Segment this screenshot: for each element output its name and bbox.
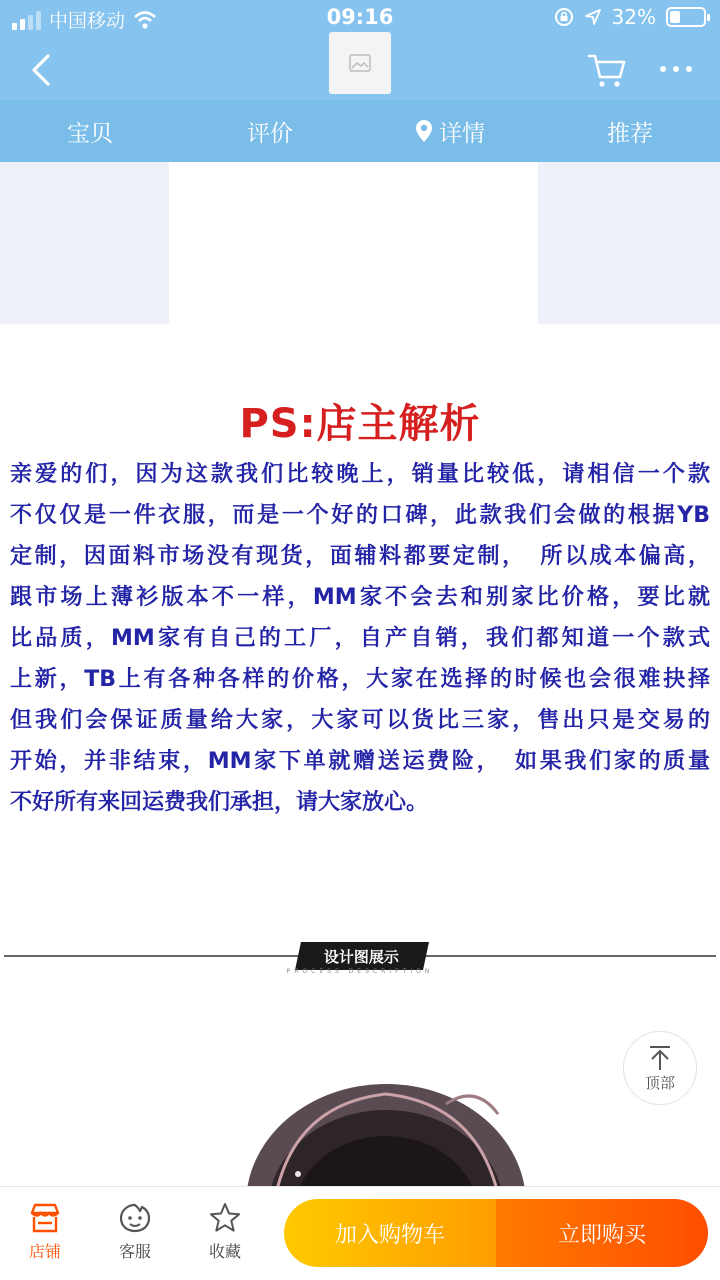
- description-line: 跟市场上薄衫版本不一样，MM家不会去和别家比价格，要比就: [10, 585, 710, 610]
- battery-percent: 32%: [611, 5, 656, 29]
- tab-recommend[interactable]: [540, 100, 720, 162]
- star-icon: [208, 1201, 242, 1235]
- product-thumbnail[interactable]: [329, 32, 391, 94]
- ps-title: PS:店主解析: [239, 401, 481, 447]
- customer-service-button[interactable]: [100, 1201, 170, 1262]
- tab-details[interactable]: [360, 100, 540, 162]
- buy-now-button[interactable]: 立即购买: [496, 1199, 708, 1267]
- shop-owner-description: [10, 454, 710, 823]
- add-to-cart-button[interactable]: 加入购物车: [284, 1199, 496, 1267]
- description-line: 比品质，MM家有自己的工厂，自产自销，我们都知道一个款式: [10, 626, 710, 651]
- carrier-name: 中国移动: [49, 10, 126, 32]
- description-line: 定制，因面料市场没有现货，面辅料都要定制， 所以成本偏高，: [10, 544, 710, 569]
- more-dots-icon[interactable]: [656, 54, 696, 84]
- location-pin-icon: [415, 119, 433, 143]
- status-bar: [0, 0, 720, 36]
- section-label: 设计图展示: [295, 942, 429, 970]
- cart-icon[interactable]: [586, 50, 628, 90]
- location-arrow-icon: [584, 8, 602, 26]
- tab-reviews[interactable]: [180, 100, 360, 162]
- arrow-up-icon: [646, 1044, 674, 1072]
- description-line: 但我们会保证质量给大家，大家可以货比三家，售出只是交易的: [10, 708, 710, 733]
- banner-strip-left: [0, 162, 169, 324]
- tab-label: 详情: [439, 120, 485, 147]
- favorite-button[interactable]: [190, 1201, 260, 1262]
- customer-service-label: 客服: [118, 1242, 151, 1261]
- store-button[interactable]: [10, 1201, 80, 1262]
- chevron-left-icon[interactable]: [22, 50, 62, 90]
- description-line: 上新，TB上有各种各样的价格，大家在选择的时候也会很难抉择: [10, 667, 710, 692]
- image-placeholder-icon: [349, 54, 371, 72]
- description-line: 开始，并非结束，MM家下单就赠送运费险， 如果我们家的质量: [10, 749, 710, 774]
- section-subtitle: PROCESS DESCRIPTION: [286, 968, 434, 975]
- description-line: 不仅仅是一件衣服，而是一个好的口碑，此款我们会做的根据YB: [10, 503, 710, 528]
- description-line: 不好所有来回运费我们承担，请大家放心。: [10, 790, 429, 815]
- bottom-action-bar: [0, 1186, 720, 1280]
- back-to-top-label: 顶部: [644, 1073, 675, 1092]
- tab-product[interactable]: [0, 100, 180, 162]
- customer-service-icon: [118, 1201, 152, 1235]
- tab-label: 评价: [247, 120, 293, 147]
- store-label: 店铺: [28, 1242, 61, 1261]
- tab-label: 宝贝: [67, 120, 113, 147]
- design-illustration: [236, 1074, 536, 1190]
- description-line: 亲爱的们，因为这款我们比较晚上，销量比较低，请相信一个款: [10, 462, 710, 487]
- banner-strip-right: [538, 162, 720, 324]
- store-icon: [28, 1201, 62, 1235]
- tab-label: 推荐: [607, 120, 653, 147]
- status-right: [554, 5, 706, 29]
- nav-bar: [0, 36, 720, 100]
- battery-icon: [666, 7, 706, 27]
- favorite-label: 收藏: [208, 1242, 241, 1261]
- tab-bar: [0, 100, 720, 162]
- clock: 09:16: [326, 5, 394, 29]
- rotation-lock-icon: [554, 7, 574, 27]
- back-to-top-button[interactable]: [623, 1031, 697, 1105]
